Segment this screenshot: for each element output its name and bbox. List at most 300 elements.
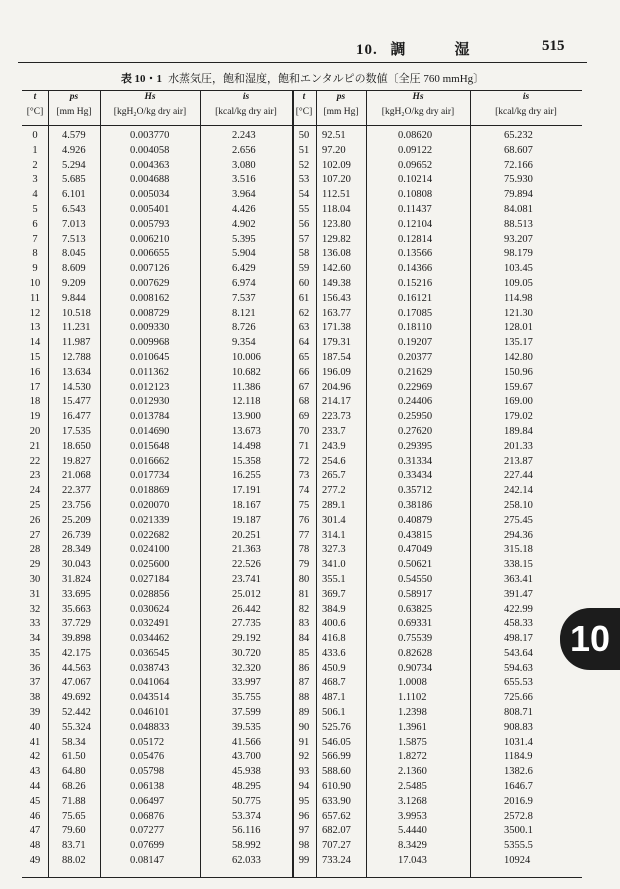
- table-cell: 23.756: [62, 499, 91, 511]
- table-cell: 243.9: [322, 440, 346, 452]
- table-cell: 55: [298, 203, 310, 215]
- table-cell: 0.022682: [130, 529, 170, 541]
- table-cell: 31.824: [62, 573, 91, 585]
- table-cell: 294.36: [504, 529, 533, 541]
- table-cell: 74: [298, 485, 310, 497]
- table-cell: 38: [29, 692, 41, 704]
- table-cell: 60: [298, 277, 310, 289]
- table-cell: 3: [32, 174, 38, 186]
- table-cell: 0.69331: [398, 618, 433, 630]
- table-cell: 0.028856: [130, 588, 170, 600]
- column-symbol: ps: [69, 92, 79, 102]
- table-cell: 189.84: [504, 425, 533, 437]
- table-cell: 11.987: [62, 337, 91, 349]
- table-cell: 42: [29, 751, 41, 763]
- table-cell: 11: [29, 292, 41, 304]
- table-cell: 213.87: [504, 455, 533, 467]
- table-cell: 82: [298, 603, 310, 615]
- table-cell: 10.006: [232, 351, 261, 363]
- table-cell: 196.09: [322, 366, 351, 378]
- table-cell: 0.12104: [398, 218, 433, 230]
- table-cell: 30.720: [232, 647, 261, 659]
- table-cell: 0.004688: [130, 174, 170, 186]
- table-cell: 0.07699: [130, 840, 165, 852]
- table-cell: 0.006655: [130, 248, 170, 260]
- table-cell: 41.566: [232, 736, 261, 748]
- table-cell: 2016.9: [504, 795, 533, 807]
- table-cell: 92: [298, 751, 310, 763]
- table-cell: 341.0: [322, 559, 346, 571]
- table-cell: 0.009968: [130, 337, 170, 349]
- table-cell: 20: [29, 425, 41, 437]
- table-cell: 50.775: [232, 795, 261, 807]
- table-cell: 9.354: [232, 337, 256, 349]
- table-cell: 566.99: [322, 751, 351, 763]
- table-cell: 47.067: [62, 677, 91, 689]
- column-header-t: [292, 91, 316, 125]
- table-cell: 6.101: [62, 189, 86, 201]
- table-cell: 26.739: [62, 529, 91, 541]
- table-cell: 0.63825: [398, 603, 433, 615]
- table-cell: 68.26: [62, 781, 86, 793]
- table-cell: 7.513: [62, 233, 86, 245]
- table-cell: 86: [298, 662, 310, 674]
- column-symbol: t: [302, 92, 306, 102]
- table-cell: 25.012: [232, 588, 261, 600]
- table-cell: 0.22969: [398, 381, 433, 393]
- table-cell: 4: [32, 189, 38, 201]
- table-cell: 163.77: [322, 307, 351, 319]
- table-cell: 96: [298, 810, 310, 822]
- table-cell: 66: [298, 366, 310, 378]
- table-cell: 0.030624: [130, 603, 170, 615]
- table-cell: 12: [29, 307, 41, 319]
- table-cell: 33.695: [62, 588, 91, 600]
- table-cell: 5.4440: [398, 825, 427, 837]
- column-cells: [316, 129, 366, 869]
- table-cell: 89: [298, 707, 310, 719]
- chapter-title-1: 調: [390, 42, 407, 58]
- table-cell: 546.05: [322, 736, 351, 748]
- table-cell: 36: [29, 662, 41, 674]
- table-cell: 201.33: [504, 440, 533, 452]
- table-cell: 87: [298, 677, 310, 689]
- table-cell: 2: [32, 159, 38, 171]
- header-divider: [292, 125, 582, 126]
- table-cell: 0.82628: [398, 647, 433, 659]
- table-cell: 23: [29, 470, 41, 482]
- table-cell: 0.13566: [398, 248, 433, 260]
- table-cell: 71: [298, 440, 310, 452]
- table-cell: 0.024100: [130, 544, 170, 556]
- table-cell: 118.04: [322, 203, 351, 215]
- table-cell: 0.007126: [130, 263, 170, 275]
- table-cell: 37.599: [232, 707, 261, 719]
- table-cell: 315.18: [504, 544, 533, 556]
- table-cell: 58: [298, 248, 310, 260]
- table-cell: 35.755: [232, 692, 261, 704]
- table-cell: 0.27620: [398, 425, 433, 437]
- table-cell: 79.60: [62, 825, 86, 837]
- table-cell: 908.83: [504, 721, 533, 733]
- table-cell: 6.974: [232, 277, 256, 289]
- table-cell: 32: [29, 603, 41, 615]
- table-cell: 18: [29, 396, 41, 408]
- table-cell: 5: [32, 203, 38, 215]
- table-cell: 92.51: [322, 130, 346, 141]
- table-cell: 498.17: [504, 633, 533, 645]
- table-cell: 16.255: [232, 470, 261, 482]
- table-cell: 0.043514: [130, 692, 170, 704]
- table-cell: 233.7: [322, 425, 346, 437]
- table-cell: 17.191: [232, 485, 261, 497]
- column-unit: [mm Hg]: [56, 107, 92, 117]
- table-cell: 64.80: [62, 766, 86, 778]
- table-cell: 25: [29, 499, 41, 511]
- table-cell: 54: [298, 189, 310, 201]
- table-cell: 99: [298, 855, 310, 867]
- table-cell: 159.67: [504, 381, 533, 393]
- table-cell: 83.71: [62, 840, 86, 852]
- table-cell: 35: [29, 647, 41, 659]
- table-cell: 65: [298, 351, 310, 363]
- table-cell: 0.016662: [130, 455, 170, 467]
- table-cell: 588.60: [322, 766, 351, 778]
- table-cell: 0.15216: [398, 277, 433, 289]
- table-cell: 384.9: [322, 603, 346, 615]
- table-cell: 156.43: [322, 292, 351, 304]
- table-cell: 68.607: [504, 144, 533, 156]
- table-cell: 46: [29, 810, 41, 822]
- table-cell: 21.068: [62, 470, 91, 482]
- table-cell: 1031.4: [504, 736, 533, 748]
- table-cell: 506.1: [322, 707, 346, 719]
- table-cell: 149.38: [322, 277, 351, 289]
- table-cell: 103.45: [504, 263, 533, 275]
- table-cell: 1646.7: [504, 781, 533, 793]
- table-cell: 30.043: [62, 559, 91, 571]
- table-cell: 3.516: [232, 174, 256, 186]
- table-cell: 27.735: [232, 618, 261, 630]
- table-cell: 7.013: [62, 218, 86, 230]
- table-cell: 128.01: [504, 322, 533, 334]
- table-cell: 39: [29, 707, 41, 719]
- table-cell: 81: [298, 588, 310, 600]
- right-column-ps: [316, 91, 366, 877]
- table-cell: 98: [298, 840, 310, 852]
- table-cell: 59: [298, 263, 310, 275]
- table-cell: 35.663: [62, 603, 91, 615]
- table-cell: 39.535: [232, 721, 261, 733]
- table-caption: [0, 70, 605, 86]
- column-header-ps: [48, 91, 100, 125]
- table-cell: 0.10808: [398, 189, 433, 201]
- table-cell: 0.036545: [130, 647, 170, 659]
- table-cell: 79.894: [504, 189, 533, 201]
- table-cell: 242.14: [504, 485, 533, 497]
- table-cell: 1.3961: [398, 721, 427, 733]
- column-symbol: t: [33, 92, 37, 102]
- table-cell: 37.729: [62, 618, 91, 630]
- left-column-hs: [100, 91, 200, 877]
- table-cell: 314.1: [322, 529, 346, 541]
- table-cell: 88.02: [62, 855, 86, 867]
- table-cell: 5.685: [62, 174, 86, 186]
- table-cell: 61.50: [62, 751, 86, 763]
- table-cell: 50: [298, 130, 310, 141]
- table-cell: 97: [298, 825, 310, 837]
- table-cell: 21.363: [232, 544, 261, 556]
- table-cell: 69: [298, 411, 310, 423]
- table-cell: 14: [29, 337, 41, 349]
- table-cell: 84: [298, 633, 310, 645]
- table-cell: 73: [298, 470, 310, 482]
- table-cell: 79: [298, 559, 310, 571]
- table-cell: 7.537: [232, 292, 256, 304]
- table-cell: 0.014690: [130, 425, 170, 437]
- table-cell: 0.003770: [130, 130, 170, 141]
- table-cell: 1.0008: [398, 677, 427, 689]
- table-cell: 8: [32, 248, 38, 260]
- table-number: 表 10・1: [120, 73, 163, 85]
- table-cell: 136.08: [322, 248, 351, 260]
- table-cell: 258.10: [504, 499, 533, 511]
- table-cell: 4.926: [62, 144, 86, 156]
- table-cell: 0.012930: [130, 396, 170, 408]
- left-column-ps: [48, 91, 100, 877]
- table-cell: 109.05: [504, 277, 533, 289]
- table-cell: 19.827: [62, 455, 91, 467]
- table-cell: 135.17: [504, 337, 533, 349]
- table-cell: 41: [29, 736, 41, 748]
- table-cell: 150.96: [504, 366, 533, 378]
- table-cell: 1: [32, 144, 38, 156]
- table-cell: 0.018869: [130, 485, 170, 497]
- table-cell: 14.530: [62, 381, 91, 393]
- table-cell: 53: [298, 174, 310, 186]
- table-cell: 84.081: [504, 203, 533, 215]
- table-cell: 610.90: [322, 781, 351, 793]
- table-cell: 0.005034: [130, 189, 170, 201]
- table-cell: 0: [32, 130, 38, 141]
- table-cell: 45.938: [232, 766, 261, 778]
- table-cell: 655.53: [504, 677, 533, 689]
- table-cell: 543.64: [504, 647, 533, 659]
- table-cell: 20.251: [232, 529, 261, 541]
- column-divider: [470, 91, 471, 877]
- table-cell: 10: [29, 277, 41, 289]
- column-unit: [mm Hg]: [323, 107, 359, 117]
- column-divider: [200, 91, 201, 877]
- table-cell: 5355.5: [504, 840, 533, 852]
- table-cell: 121.30: [504, 307, 533, 319]
- column-cells: [292, 129, 316, 869]
- column-cells: [100, 129, 200, 869]
- table-cell: 0.54550: [398, 573, 433, 585]
- table-cell: 0.35712: [398, 485, 433, 497]
- table-cell: 17: [29, 381, 41, 393]
- table-cell: 31: [29, 588, 41, 600]
- table-cell: 0.06876: [130, 810, 165, 822]
- table-cell: 0.11437: [398, 203, 432, 215]
- table-cell: 30: [29, 573, 41, 585]
- table-cell: 0.027184: [130, 573, 170, 585]
- table-cell: 33: [29, 618, 41, 630]
- table-cell: 1.2398: [398, 707, 427, 719]
- table-cell: 8.3429: [398, 840, 427, 852]
- table-cell: 55.324: [62, 721, 91, 733]
- table-cell: 18.650: [62, 440, 91, 452]
- table-cell: 34: [29, 633, 41, 645]
- table-cell: 72.166: [504, 159, 533, 171]
- table-cell: 23.741: [232, 573, 261, 585]
- table-cell: 171.38: [322, 322, 351, 334]
- table-cell: 14.498: [232, 440, 261, 452]
- column-cells: [48, 129, 100, 869]
- column-header-t: [22, 91, 48, 125]
- column-cells: [470, 129, 582, 869]
- table-cell: 0.08620: [398, 130, 433, 141]
- table-cell: 0.020070: [130, 499, 170, 511]
- table-cell: 400.6: [322, 618, 346, 630]
- table-cell: 725.66: [504, 692, 533, 704]
- table-cell: 0.048833: [130, 721, 170, 733]
- table-cell: 0.038743: [130, 662, 170, 674]
- table-cell: 0.58917: [398, 588, 433, 600]
- column-unit: [kcal/kg dry air]: [215, 107, 277, 117]
- table-cell: 17.535: [62, 425, 91, 437]
- left-column-t: [22, 91, 48, 877]
- table-cell: 0.18110: [398, 322, 432, 334]
- column-header-is: [470, 91, 582, 125]
- table-cell: 21: [29, 440, 41, 452]
- table-cell: 48.295: [232, 781, 261, 793]
- table-cell: 78: [298, 544, 310, 556]
- table-cell: 93: [298, 766, 310, 778]
- table-cell: 0.43815: [398, 529, 433, 541]
- table-cell: 0.31334: [398, 455, 433, 467]
- table-cell: 2.5485: [398, 781, 427, 793]
- table-cell: 16.477: [62, 411, 91, 423]
- table-cell: 0.09122: [398, 144, 433, 156]
- table-cell: 594.63: [504, 662, 533, 674]
- table-cell: 0.046101: [130, 707, 170, 719]
- column-cells: [22, 129, 48, 869]
- table-cell: 8.045: [62, 248, 86, 260]
- table-cell: 450.9: [322, 662, 346, 674]
- table-cell: 0.25950: [398, 411, 433, 423]
- table-cell: 68: [298, 396, 310, 408]
- table-cell: 47: [29, 825, 41, 837]
- table-cell: 57: [298, 233, 310, 245]
- table-cell: 338.15: [504, 559, 533, 571]
- table-cell: 275.45: [504, 514, 533, 526]
- column-symbol: is: [242, 92, 250, 102]
- table-cell: 22.526: [232, 559, 261, 571]
- table-cell: 29: [29, 559, 41, 571]
- table-cell: 51: [298, 144, 310, 156]
- table-cell: 28.349: [62, 544, 91, 556]
- column-divider: [366, 91, 367, 877]
- table-cell: 327.3: [322, 544, 346, 556]
- table-cell: 0.90734: [398, 662, 433, 674]
- table-cell: 49.692: [62, 692, 91, 704]
- table-cell: 468.7: [322, 677, 346, 689]
- table-cell: 525.76: [322, 721, 351, 733]
- table-cell: 49: [29, 855, 41, 867]
- table-cell: 223.73: [322, 411, 351, 423]
- table-cell: 40: [29, 721, 41, 733]
- column-cells: [366, 129, 470, 869]
- table-cell: 62: [298, 307, 310, 319]
- table-cell: 458.33: [504, 618, 533, 630]
- table-cell: 2.656: [232, 144, 256, 156]
- table-cell: 15.358: [232, 455, 261, 467]
- table-cell: 72: [298, 455, 310, 467]
- table-cell: 13.634: [62, 366, 91, 378]
- table-cell: 2572.8: [504, 810, 533, 822]
- table-cell: 657.62: [322, 810, 351, 822]
- table-cell: 75.930: [504, 174, 533, 186]
- table-cell: 58.992: [232, 840, 261, 852]
- table-cell: 808.71: [504, 707, 533, 719]
- table-cell: 123.80: [322, 218, 351, 230]
- table-cell: 98.179: [504, 248, 533, 260]
- table-cell: 0.006210: [130, 233, 170, 245]
- table-cell: 43.700: [232, 751, 261, 763]
- left-column-is: [200, 91, 292, 877]
- table-cell: 80: [298, 573, 310, 585]
- table-cell: 15.477: [62, 396, 91, 408]
- table-cell: 0.24406: [398, 396, 433, 408]
- table-cell: 142.80: [504, 351, 533, 363]
- table-cell: 53.374: [232, 810, 261, 822]
- column-symbol: Hs: [412, 92, 424, 102]
- table-cell: 26: [29, 514, 41, 526]
- table-cell: 254.6: [322, 455, 346, 467]
- table-cell: 0.015648: [130, 440, 170, 452]
- table-cell: 4.579: [62, 130, 86, 141]
- table-cell: 214.17: [322, 396, 351, 408]
- table-cell: 90: [298, 721, 310, 733]
- table-cell: 0.021339: [130, 514, 170, 526]
- table-cell: 11.231: [62, 322, 91, 334]
- table-cell: 2.1360: [398, 766, 427, 778]
- table-cell: 355.1: [322, 573, 346, 585]
- table-cell: 633.90: [322, 795, 351, 807]
- table-cell: 44.563: [62, 662, 91, 674]
- table-cell: 3.9953: [398, 810, 427, 822]
- table-cell: 169.00: [504, 396, 533, 408]
- header-rule: [18, 62, 587, 63]
- table-cell: 85: [298, 647, 310, 659]
- column-header-ps: [316, 91, 366, 125]
- table-cell: 8.726: [232, 322, 256, 334]
- column-header-hs: [366, 91, 470, 125]
- chapter-number: 10.: [356, 42, 378, 58]
- table-cell: 487.1: [322, 692, 346, 704]
- table-cell: 179.02: [504, 411, 533, 423]
- table-cell: 15: [29, 351, 41, 363]
- table-cell: 733.24: [322, 855, 351, 867]
- table-cell: 0.007629: [130, 277, 170, 289]
- table-cell: 0.10214: [398, 174, 433, 186]
- table-cell: 45: [29, 795, 41, 807]
- table-cell: 0.08147: [130, 855, 165, 867]
- table-cell: 16: [29, 366, 41, 378]
- table-cell: 5.904: [232, 248, 256, 260]
- table-cell: 5.395: [232, 233, 256, 245]
